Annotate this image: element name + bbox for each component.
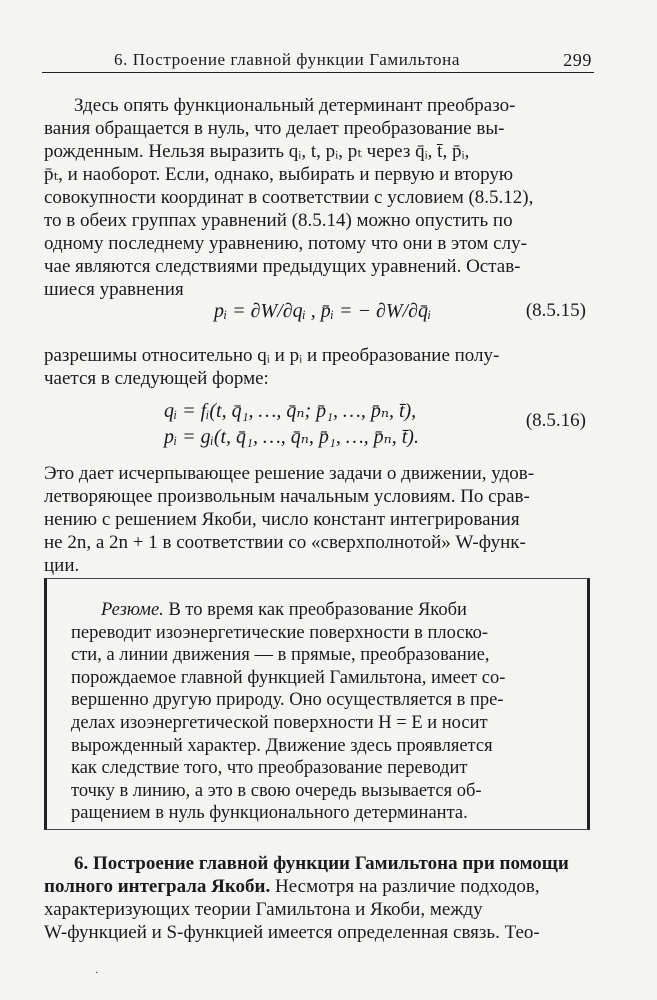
equation-8-5-15 (44, 292, 592, 332)
text-line: характеризующих теории Гамильтона и Якоби, между (44, 899, 483, 920)
paragraph-2 (44, 344, 592, 390)
text-line: W-функцией и S-функцией имеется определенная связь. Тео- (44, 922, 540, 943)
summary-first-line (71, 599, 569, 622)
text-line: вания обращается в нуль, что делает преобразование вы- (44, 118, 505, 139)
text-line: Это дает исчерпывающее решение задачи о движении, удов- (44, 463, 535, 484)
text-line: вершенно другую природу. Оно осуществляется в пре- (71, 690, 504, 711)
paragraph-1 (44, 94, 592, 301)
section-heading-end: полного интеграла Якоби. (44, 876, 271, 897)
text-line: ращением в нуль функционального детерминанта. (71, 803, 468, 824)
text-line: точку в линию, а это в свою очередь вызывается об- (71, 780, 482, 801)
text-line: чается в следующей форме: (44, 368, 269, 389)
equation-line-1: qᵢ = fᵢ(t, q̄₁, …, q̄ₙ; p̄₁, …, p̄ₙ, t̄), (164, 400, 417, 422)
text-line: разрешимы относительно qᵢ и pᵢ и преобразование полу- (44, 345, 500, 366)
page-number: 299 (563, 50, 592, 70)
text-line: как следствие того, что преобразование переводит (71, 758, 468, 779)
text-line: порождаемое главной функцией Гамильтона, имеет со- (71, 667, 506, 688)
text-line: делах изоэнергетической поверхности H = E и носит (71, 712, 488, 733)
equation-body: pᵢ = ∂W/∂qᵢ , p̄ᵢ = − ∂W/∂q̄ᵢ (214, 300, 432, 322)
text-line: совокупности координат в соответствии с условием (8.5.12), (44, 187, 534, 208)
text-line: рожденным. Нельзя выразить qᵢ, t, pᵢ, pₜ через q̄ᵢ, t̄, p̄ᵢ, (44, 141, 470, 162)
running-head (42, 44, 594, 73)
text-line: ции. (44, 555, 80, 576)
equation-8-5-16 (44, 396, 592, 452)
text-line: одному последнему уравнению, потому что они в этом слу- (44, 233, 527, 254)
text-fragment: Несмотря на различие подходов, (270, 876, 540, 897)
text-line: шиеся уравнения (44, 279, 184, 300)
equation-line-2: pᵢ = gᵢ(t, q̄₁, …, q̄ₙ, p̄₁, …, p̄ₙ, t̄). (164, 426, 419, 448)
running-head-title: 6. Построение главной функции Гамильтона (114, 50, 460, 69)
text-line: Здесь опять функциональный детерминант преобразо- (74, 95, 516, 116)
paragraph-3 (44, 462, 592, 577)
text-line: то в обеих группах уравнений (8.5.14) можно опустить по (44, 210, 513, 231)
section-6 (44, 852, 592, 944)
equation-number: (8.5.15) (525, 300, 586, 321)
text-line: В то время как преобразование Якоби (168, 600, 467, 620)
equation-number: (8.5.16) (525, 410, 586, 431)
text-line: летворяющее произвольным начальным условиям. По срав- (44, 486, 530, 507)
text-line: вырожденный характер. Движение здесь проявляется (71, 735, 493, 756)
text-line: нению с решением Якоби, число констант интегрирования (44, 509, 520, 530)
summary-label: Резюме. (101, 600, 164, 620)
text-line: сти, а линии движения — в прямые, преобразование, (71, 645, 490, 666)
text-line: p̄ₜ, и наоборот. Если, однако, выбирать и первую и вторую (44, 164, 514, 185)
summary-box (44, 578, 590, 830)
text-line: переводит изоэнергетические поверхности в плоско- (71, 622, 489, 643)
ink-speck: · (95, 968, 99, 979)
text-line (44, 875, 592, 898)
section-heading: 6. Построение главной функции Гамильтона при помощи (74, 853, 569, 874)
text-line: не 2n, а 2n + 1 в соответствии со «сверхполнотой» W-функ- (44, 532, 526, 553)
text-line: чае являются следствиями предыдущих уравнений. Остав- (44, 256, 521, 277)
